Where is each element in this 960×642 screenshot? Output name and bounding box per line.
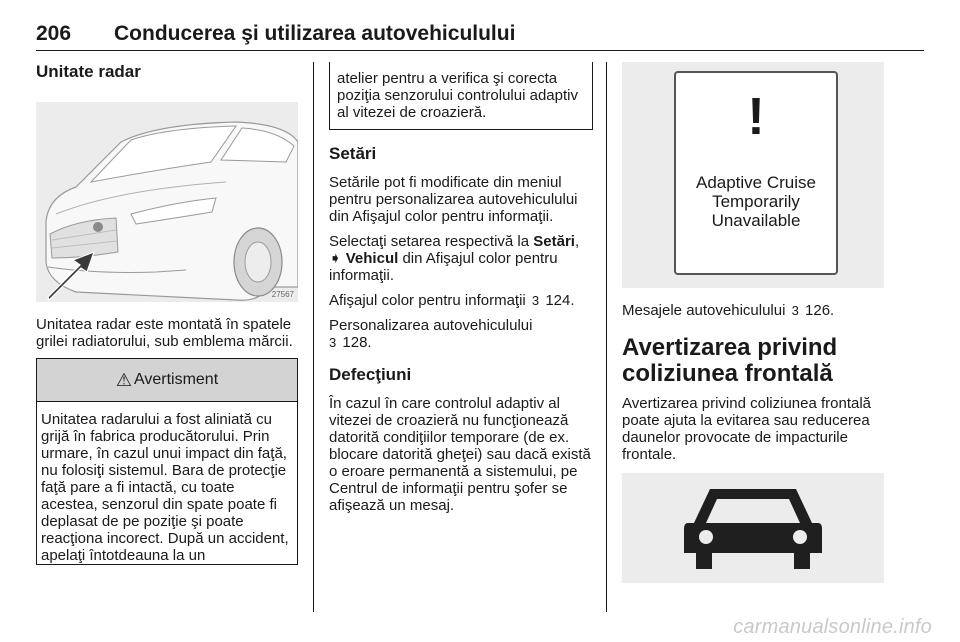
radar-car-illustration <box>36 102 298 302</box>
fcw-paragraph: Avertizarea privind coliziunea frontală poate ajuta la evitarea sau reducerea daunelor provocate de impacturile frontale. <box>622 395 872 463</box>
warning-exclamation-icon: ! <box>747 88 765 146</box>
warning-continued-text: atelier pentru a verifica şi corecta poziţia senzorului controlului adaptiv al vitezei de croazieră. <box>337 70 578 121</box>
car-front-icon <box>36 102 298 302</box>
section-heading-radar: Unitate radar <box>36 62 141 81</box>
settings-heading: Setări <box>329 144 377 163</box>
warning-header <box>37 359 297 402</box>
vehicle-messages-page: 126. <box>800 302 835 319</box>
page-ref-icon: 3 <box>791 303 799 318</box>
warning-continued-box <box>329 62 593 130</box>
settings-p2-text: Selectaţi setarea respectivă la <box>329 233 534 250</box>
settings-menu-label: Setări <box>533 233 575 250</box>
settings-p4-text: Personalizarea autovehiculului <box>329 317 533 334</box>
dic-display-illustration <box>622 62 884 288</box>
column-1 <box>36 62 298 565</box>
settings-paragraph-1: Setările pot fi modificate din meniul pentru personalizarea autovehiculului din Afişajul color pentru informaţii. <box>329 174 578 225</box>
warning-body <box>37 402 297 564</box>
column-divider-1 <box>313 62 314 612</box>
chapter-title: Conducerea şi utilizarea autovehiculului <box>114 22 516 45</box>
column-2 <box>329 62 593 522</box>
settings-paragraph-3 <box>329 292 593 309</box>
warning-title: Avertisment <box>133 371 219 388</box>
page-header <box>36 22 924 51</box>
settings-paragraph-2 <box>329 233 593 284</box>
settings-paragraph-4 <box>329 317 593 351</box>
vehicle-messages-text: Mesajele autovehiculului <box>622 302 790 319</box>
display-line-3: Unavailable <box>711 211 801 230</box>
faults-paragraph: În cazul în care controlul adaptiv al vitezei de croazieră nu funcţionează datorită condiţiilor temporare (de ex. blocare datorită gheţei) sau dacă există o eroare permanentă a sistemului, pe Centrul de informaţii pentru şofer se afişează un mesaj. <box>329 395 591 514</box>
display-line-1: Adaptive Cruise <box>695 173 816 192</box>
car-front-symbol-icon <box>622 473 884 583</box>
fcw-heading: Avertizarea privind coliziunea frontală <box>622 334 838 387</box>
vehicle-messages-ref <box>622 302 892 319</box>
column-divider-2 <box>606 62 607 612</box>
arrow-right-icon: ➧ <box>329 250 342 267</box>
warning-text: Unitatea radarului a fost aliniată cu grijă în fabrica producătorului. Prin urmare, în cazul unui impact din faţă, nu folosiţi sistemul. Bara de protecţie faţă pare a fi intactă, cu toate acestea, senzorul din spate poate fi deplasat de pe poziţie şi poate reacţiona incorect. După un accident, apelaţi întotdeauna la un <box>41 411 289 564</box>
display-screen <box>674 71 838 275</box>
vehicle-menu-label: Vehicul <box>341 250 399 267</box>
column-3 <box>622 62 892 583</box>
settings-p2-end: din Afişajul color pentru informaţii. <box>329 250 558 284</box>
fcw-symbol-illustration <box>622 473 884 583</box>
warning-triangle-icon: ⚠ <box>115 369 132 390</box>
settings-p3-text: Afişajul color pentru informaţii <box>329 292 530 309</box>
page-number: 206 <box>36 22 72 45</box>
page-ref-icon: 3 <box>531 293 540 308</box>
settings-p2-sep: , <box>574 233 580 250</box>
settings-p4-page: 128. <box>338 334 372 351</box>
radar-caption: Unitatea radar este montată în spatele grilei radiatorului, sub emblema mărcii. <box>36 316 293 350</box>
settings-p3-page: 124. <box>541 292 575 309</box>
warning-box <box>36 358 298 565</box>
display-line-2: Temporarily <box>712 192 800 211</box>
faults-heading: Defecţiuni <box>329 365 412 384</box>
image-id: 27567 <box>271 290 294 299</box>
page-ref-icon: 3 <box>329 335 337 350</box>
watermark: carmanualsonline.info <box>733 616 932 638</box>
